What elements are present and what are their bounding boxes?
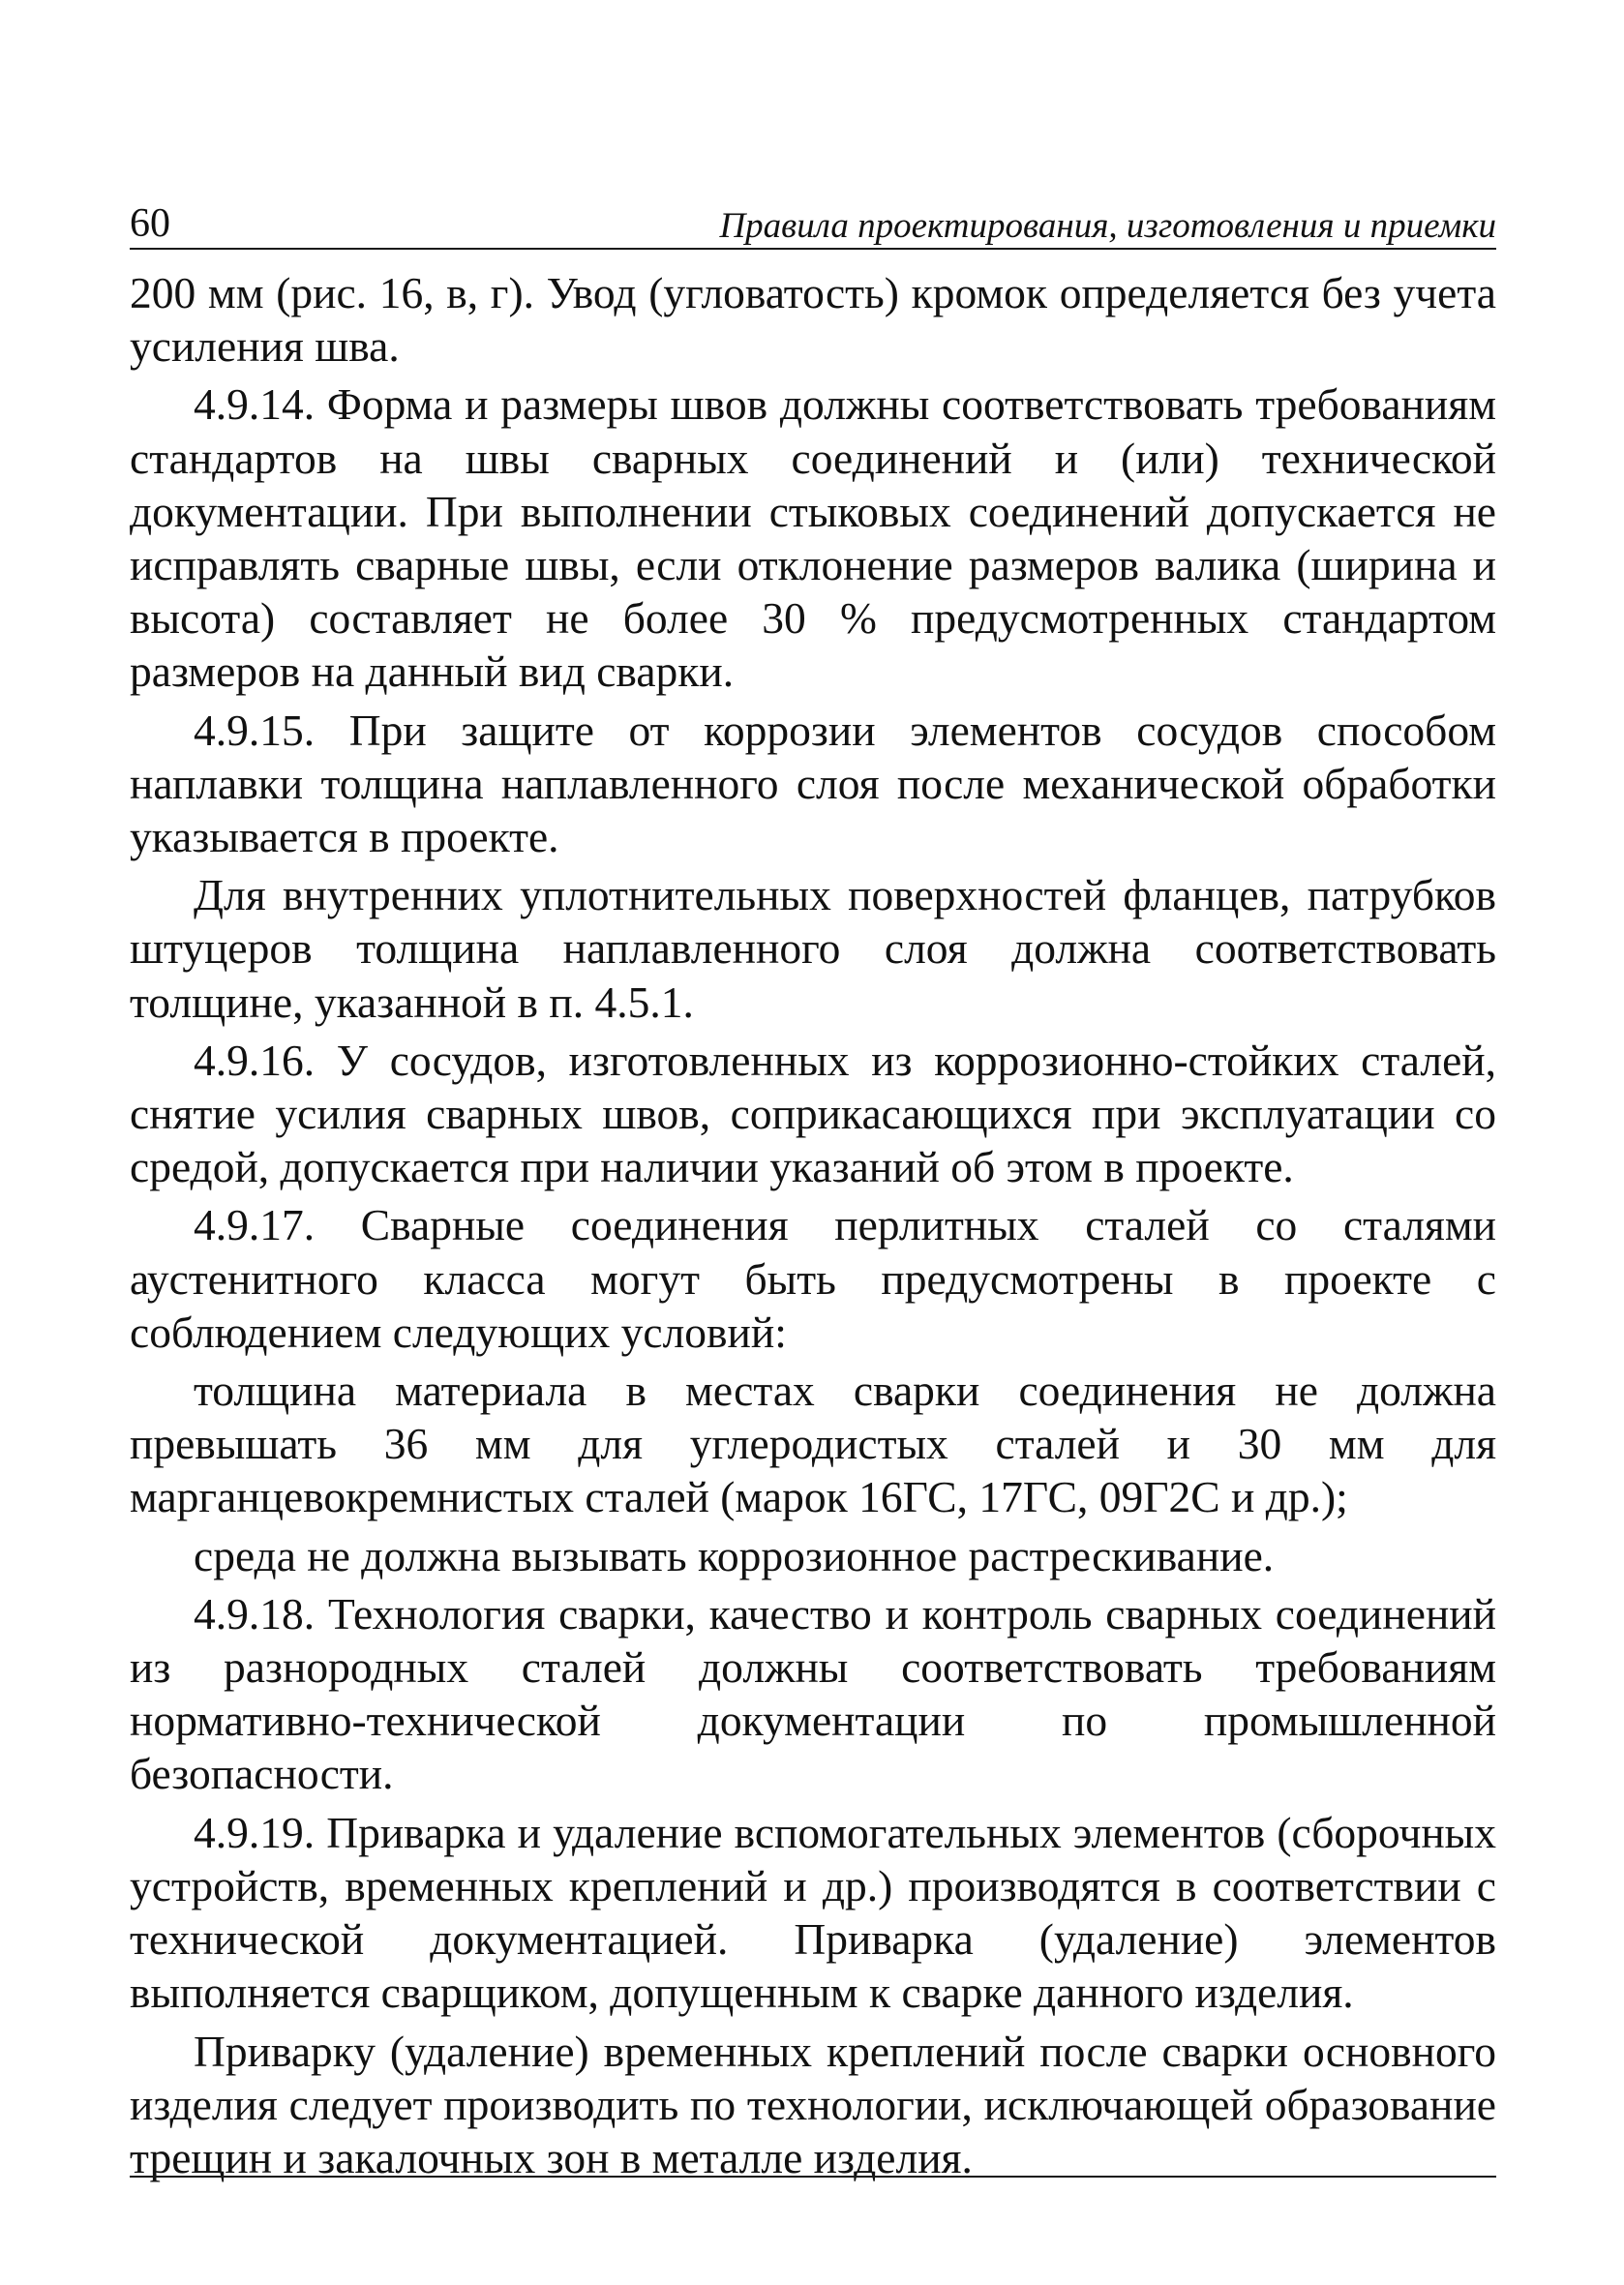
paragraph-4-9-15: 4.9.15. При защите от коррозии элементов сосудов способом наплавки толщина наплавленного слоя после механической обработки указывается в проекте. <box>130 705 1496 862</box>
running-header <box>130 194 1496 250</box>
paragraph-continuation: 200 мм (рис. 16, в, г). Увод (угловатость) кромок определяется без учета усиления шва. <box>130 268 1496 372</box>
paragraph-4-9-19: 4.9.19. Приварка и удаление вспомогательных элементов (сборочных устройств, временных креплений и др.) производятся в соответствии с технической документацией. Приварка (удаление) элементов выполняется сварщиком, допущенным к сварке данного изделия. <box>130 1807 1496 2018</box>
paragraph-4-9-14: 4.9.14. Форма и размеры швов должны соответствовать требованиям стандартов на швы сварных соединений и (или) технической документации. При выполнении стыковых соединений допускается не исправлять сварные швы, если отклонение размеров валика (ширина и высота) составляет не более 30 % предусмотренных стандартом размеров на данный вид сварки. <box>130 379 1496 697</box>
paragraph-4-9-18: 4.9.18. Технология сварки, качество и контроль сварных соединений из разнородных сталей должны соответствовать требованиям нормативно-технической документации по промышленной безопасности. <box>130 1588 1496 1799</box>
paragraph-condition-environment: среда не должна вызывать коррозионное растрескивание. <box>194 1530 1275 1580</box>
running-title: Правила проектирования, изготовления и приемки <box>719 206 1496 246</box>
bottom-divider <box>130 2176 1496 2178</box>
paragraph-temporary-fastenings: Приварку (удаление) временных креплений после сварки основного изделия следует производить по технологии, исключающей образование трещин и закалочных зон в металле изделия. <box>130 2026 1496 2182</box>
page-number: 60 <box>130 201 170 246</box>
paragraph-flange-surfaces: Для внутренних уплотнительных поверхностей фланцев, патрубков штуцеров толщина наплавленного слоя должна соответствовать толщине, указанной в п. 4.5.1. <box>130 870 1496 1027</box>
paragraph-4-9-17: 4.9.17. Сварные соединения перлитных сталей со сталями аустенитного класса могут быть предусмотрены в проекте с соблюдением следующих условий: <box>130 1200 1496 1357</box>
paragraph-4-9-16: 4.9.16. У сосудов, изготовленных из коррозионно-стойких сталей, снятие усилия сварных швов, соприкасающихся при эксплуатации со средой, допускается при наличии указаний об этом в проекте. <box>130 1035 1496 1192</box>
paragraph-condition-thickness: толщина материала в местах сварки соединения не должна превышать 36 мм для углеродистых сталей и 30 мм для марганцевокремнистых сталей (марок 16ГС, 17ГС, 09Г2С и др.); <box>130 1366 1496 1522</box>
page-body <box>130 266 1496 2189</box>
